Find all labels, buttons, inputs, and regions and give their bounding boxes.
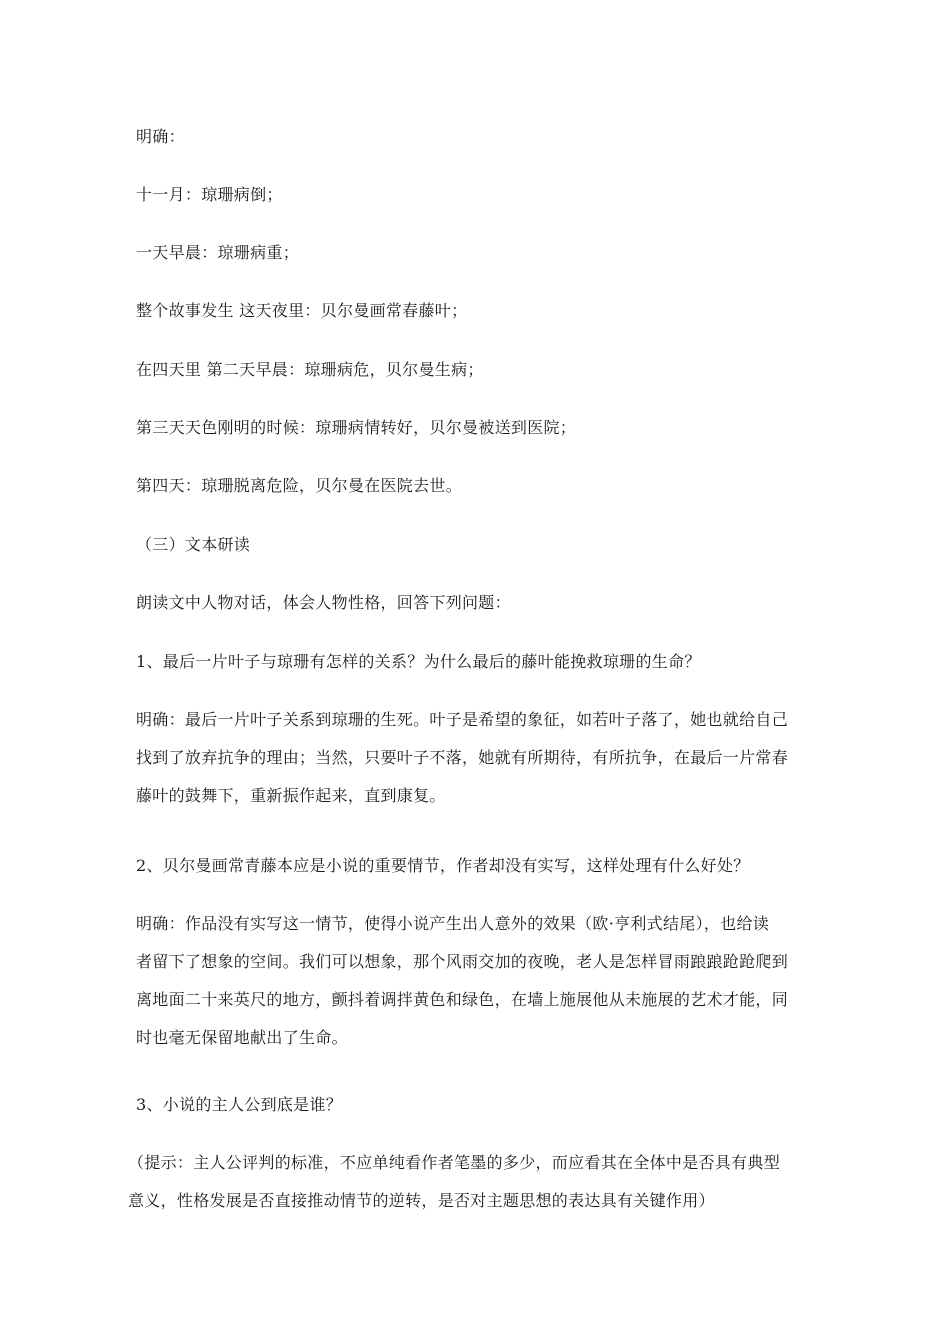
answer-1-paragraph xyxy=(136,710,816,806)
hint-line: （提示：主人公评判的标准，不应单纯看作者笔墨的多少，而应看其在全体中是否具有典型 xyxy=(128,1153,781,1172)
question-3: 3、小说的主人公到底是谁？ xyxy=(136,1095,343,1114)
answer-1-line: 找到了放弃抗争的理由；当然，只要叶子不落，她就有所期待，有所抗争，在最后一片常春 xyxy=(136,748,789,767)
answer-2-paragraph xyxy=(136,914,816,1048)
question-1: 1、最后一片叶子与琼珊有怎样的关系？为什么最后的藤叶能挽救琼珊的生命？ xyxy=(136,652,701,671)
timeline-fourth-day: 第四天：琼珊脱离危险，贝尔曼在医院去世。 xyxy=(136,476,463,495)
answer-2-line: 时也毫无保留地献出了生命。 xyxy=(136,1028,348,1047)
hint-line: 意义，性格发展是否直接推动情节的逆转，是否对主题思想的表达具有关键作用） xyxy=(128,1191,715,1210)
answer-2-line: 离地面二十来英尺的地方，颤抖着调拌黄色和绿色，在墙上施展他从未施展的艺术才能，同 xyxy=(136,990,789,1009)
section-heading: （三）文本研读 xyxy=(136,535,251,554)
timeline-second-morning: 在四天里 第二天早晨：琼珊病危，贝尔曼生病； xyxy=(136,360,484,379)
answer-1-line: 明确：最后一片叶子关系到琼珊的生死。叶子是希望的象征，如若叶子落了，她也就给自己 xyxy=(136,710,789,729)
answer-2-line: 者留下了想象的空间。我们可以想象，那个风雨交加的夜晚，老人是怎样冒雨踉踉跄跄爬到 xyxy=(136,952,789,971)
answer-label: 明确： xyxy=(136,127,185,146)
reading-instruction: 朗读文中人物对话，体会人物性格，回答下列问题： xyxy=(136,593,511,612)
timeline-third-day: 第三天天色刚明的时候：琼珊病情转好，贝尔曼被送到医院； xyxy=(136,418,577,437)
timeline-one-morning: 一天早晨：琼珊病重； xyxy=(136,243,300,262)
answer-2-line: 明确：作品没有实写这一情节，使得小说产生出人意外的效果（欧·亨利式结尾），也给读 xyxy=(136,914,770,933)
answer-1-line: 藤叶的鼓舞下，重新振作起来，直到康复。 xyxy=(136,786,446,805)
timeline-that-night: 整个故事发生 这天夜里：贝尔曼画常春藤叶； xyxy=(136,301,468,320)
timeline-november: 十一月：琼珊病倒； xyxy=(136,185,283,204)
hint-paragraph xyxy=(128,1153,808,1211)
question-2: 2、贝尔曼画常青藤本应是小说的重要情节，作者却没有实写，这样处理有什么好处？ xyxy=(136,856,750,875)
